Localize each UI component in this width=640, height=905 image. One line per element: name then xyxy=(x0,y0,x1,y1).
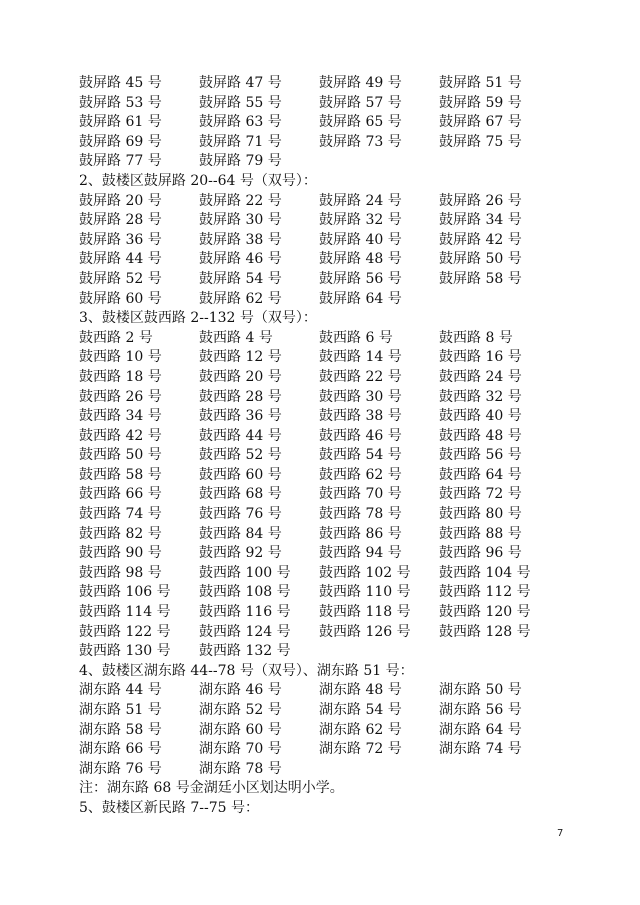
address-entry: 鼓西路 102 号 xyxy=(319,564,411,581)
document-body xyxy=(79,74,579,819)
address-entry: 鼓西路 62 号 xyxy=(319,466,402,483)
address-entry: 鼓西路 30 号 xyxy=(319,388,402,405)
address-row xyxy=(79,760,579,780)
address-entry: 鼓西路 58 号 xyxy=(79,466,162,483)
address-entry: 鼓西路 54 号 xyxy=(319,447,402,464)
address-row xyxy=(79,152,579,172)
address-entry: 鼓西路 74 号 xyxy=(79,506,162,523)
address-entry: 鼓西路 114 号 xyxy=(79,604,171,621)
address-entry: 鼓西路 50 号 xyxy=(79,447,162,464)
address-entry: 鼓西路 32 号 xyxy=(439,388,522,405)
address-entry: 鼓西路 90 号 xyxy=(79,545,162,562)
address-entry: 湖东路 70 号 xyxy=(199,741,282,758)
address-entry: 鼓西路 64 号 xyxy=(439,466,522,483)
address-row xyxy=(79,133,579,153)
address-entry: 鼓西路 82 号 xyxy=(79,525,162,542)
address-entry: 湖东路 44 号 xyxy=(79,682,162,699)
address-entry: 鼓西路 44 号 xyxy=(199,427,282,444)
address-row xyxy=(79,485,579,505)
address-entry: 鼓西路 10 号 xyxy=(79,349,162,366)
address-entry: 鼓西路 22 号 xyxy=(319,368,402,385)
address-entry: 湖东路 66 号 xyxy=(79,741,162,758)
address-entry: 鼓屏路 53 号 xyxy=(79,94,162,111)
address-entry: 鼓屏路 44 号 xyxy=(79,251,162,268)
address-entry: 鼓西路 18 号 xyxy=(79,368,162,385)
address-entry: 鼓屏路 69 号 xyxy=(79,133,162,150)
address-entry: 鼓西路 52 号 xyxy=(199,447,282,464)
address-entry: 鼓西路 6 号 xyxy=(319,329,393,346)
address-entry: 鼓西路 8 号 xyxy=(439,329,513,346)
address-entry: 鼓屏路 52 号 xyxy=(79,270,162,287)
address-entry: 鼓屏路 58 号 xyxy=(439,270,522,287)
address-row xyxy=(79,388,579,408)
address-row xyxy=(79,505,579,525)
address-entry: 湖东路 62 号 xyxy=(319,721,402,738)
address-entry: 鼓屏路 36 号 xyxy=(79,231,162,248)
address-entry: 鼓西路 46 号 xyxy=(319,427,402,444)
address-entry: 鼓西路 20 号 xyxy=(199,368,282,385)
section-heading: 5、鼓楼区新民路 7--75 号： xyxy=(79,799,259,816)
address-entry: 鼓西路 92 号 xyxy=(199,545,282,562)
address-row xyxy=(79,681,579,701)
address-row xyxy=(79,642,579,662)
address-entry: 鼓屏路 65 号 xyxy=(319,114,402,131)
address-entry: 鼓屏路 64 号 xyxy=(319,290,402,307)
address-entry: 鼓西路 122 号 xyxy=(79,623,171,640)
address-entry: 鼓西路 104 号 xyxy=(439,564,531,581)
address-row xyxy=(79,211,579,231)
address-entry: 鼓屏路 54 号 xyxy=(199,270,282,287)
address-entry: 鼓屏路 42 号 xyxy=(439,231,522,248)
address-entry: 湖东路 58 号 xyxy=(79,721,162,738)
address-entry: 鼓屏路 57 号 xyxy=(319,94,402,111)
address-entry: 鼓屏路 59 号 xyxy=(439,94,522,111)
address-entry: 湖东路 78 号 xyxy=(199,760,282,777)
address-entry: 鼓西路 40 号 xyxy=(439,408,522,425)
address-entry: 鼓西路 78 号 xyxy=(319,506,402,523)
address-entry: 鼓屏路 56 号 xyxy=(319,270,402,287)
address-entry: 鼓屏路 55 号 xyxy=(199,94,282,111)
address-row xyxy=(79,701,579,721)
address-entry: 鼓西路 108 号 xyxy=(199,584,291,601)
address-entry: 鼓西路 66 号 xyxy=(79,486,162,503)
address-row xyxy=(79,329,579,349)
address-entry: 鼓屏路 73 号 xyxy=(319,133,402,150)
address-entry: 湖东路 51 号 xyxy=(79,702,162,718)
address-entry: 鼓西路 80 号 xyxy=(439,506,522,523)
address-entry: 鼓西路 28 号 xyxy=(199,388,282,405)
address-entry: 鼓屏路 46 号 xyxy=(199,251,282,268)
address-entry: 鼓西路 36 号 xyxy=(199,408,282,425)
address-entry: 鼓西路 38 号 xyxy=(319,408,402,425)
address-entry: 湖东路 60 号 xyxy=(199,721,282,738)
address-entry: 湖东路 72 号 xyxy=(319,741,402,758)
address-entry: 鼓西路 84 号 xyxy=(199,525,282,542)
address-entry: 湖东路 56 号 xyxy=(439,702,522,718)
address-entry: 鼓西路 126 号 xyxy=(319,623,411,640)
page-number: 7 xyxy=(557,828,564,839)
address-entry: 湖东路 46 号 xyxy=(199,682,282,699)
address-entry: 鼓西路 124 号 xyxy=(199,623,291,640)
address-entry: 鼓屏路 50 号 xyxy=(439,251,522,268)
address-entry: 鼓西路 112 号 xyxy=(439,584,531,601)
address-entry: 鼓屏路 45 号 xyxy=(79,75,162,91)
address-entry: 鼓西路 56 号 xyxy=(439,447,522,464)
address-entry: 湖东路 50 号 xyxy=(439,682,522,699)
address-entry: 鼓屏路 62 号 xyxy=(199,290,282,307)
address-entry: 鼓西路 86 号 xyxy=(319,525,402,542)
address-entry: 鼓西路 88 号 xyxy=(439,525,522,542)
address-entry: 鼓屏路 60 号 xyxy=(79,290,162,307)
address-entry: 鼓西路 26 号 xyxy=(79,388,162,405)
address-entry: 鼓西路 68 号 xyxy=(199,486,282,503)
address-row xyxy=(79,740,579,760)
address-entry: 鼓西路 72 号 xyxy=(439,486,522,503)
address-entry: 鼓西路 118 号 xyxy=(319,604,411,621)
address-row xyxy=(79,623,579,643)
address-entry: 鼓屏路 28 号 xyxy=(79,212,162,229)
address-entry: 湖东路 76 号 xyxy=(79,760,162,777)
address-entry: 鼓屏路 79 号 xyxy=(199,153,282,170)
address-entry: 鼓西路 94 号 xyxy=(319,545,402,562)
address-entry: 鼓屏路 22 号 xyxy=(199,192,282,209)
address-entry: 鼓屏路 32 号 xyxy=(319,212,402,229)
address-row xyxy=(79,250,579,270)
address-entry: 鼓屏路 47 号 xyxy=(199,75,282,91)
address-entry: 鼓西路 106 号 xyxy=(79,584,171,601)
address-row xyxy=(79,721,579,741)
address-entry: 鼓屏路 24 号 xyxy=(319,192,402,209)
address-entry: 鼓西路 42 号 xyxy=(79,427,162,444)
address-row xyxy=(79,74,579,94)
address-entry: 鼓西路 130 号 xyxy=(79,643,171,660)
section-heading: 4、鼓楼区湖东路 44--78 号（双号）、湖东路 51 号： xyxy=(79,662,414,679)
address-entry: 湖东路 52 号 xyxy=(199,702,282,718)
address-entry: 鼓屏路 30 号 xyxy=(199,212,282,229)
address-entry: 鼓屏路 63 号 xyxy=(199,114,282,131)
address-entry: 鼓西路 48 号 xyxy=(439,427,522,444)
address-entry: 鼓西路 110 号 xyxy=(319,584,411,601)
address-row xyxy=(79,192,579,212)
address-entry: 鼓西路 4 号 xyxy=(199,329,273,346)
address-entry: 鼓屏路 75 号 xyxy=(439,133,522,150)
address-entry: 鼓屏路 77 号 xyxy=(79,153,162,170)
address-entry: 鼓屏路 71 号 xyxy=(199,133,282,150)
address-entry: 鼓屏路 40 号 xyxy=(319,231,402,248)
address-entry: 湖东路 54 号 xyxy=(319,702,402,718)
address-entry: 鼓屏路 26 号 xyxy=(439,192,522,209)
address-entry: 鼓西路 132 号 xyxy=(199,643,291,660)
address-entry: 鼓屏路 49 号 xyxy=(319,75,402,91)
address-entry: 湖东路 48 号 xyxy=(319,682,402,699)
address-entry: 鼓西路 128 号 xyxy=(439,623,531,640)
address-row xyxy=(79,407,579,427)
section-heading: 2、鼓楼区鼓屏路 20--64 号（双号）： xyxy=(79,172,317,189)
address-row xyxy=(79,231,579,251)
address-entry: 鼓西路 2 号 xyxy=(79,329,153,346)
address-row xyxy=(79,348,579,368)
section-heading: 3、鼓楼区鼓西路 2--132 号（双号）： xyxy=(79,310,317,327)
note-text: 注：湖东路 68 号金湖廷小区划达明小学。 xyxy=(79,780,344,797)
address-row xyxy=(79,564,579,584)
address-entry: 鼓西路 12 号 xyxy=(199,349,282,366)
address-entry: 鼓西路 98 号 xyxy=(79,564,162,581)
address-row xyxy=(79,525,579,545)
address-entry: 鼓西路 100 号 xyxy=(199,564,291,581)
address-entry: 鼓西路 14 号 xyxy=(319,349,402,366)
address-row xyxy=(79,113,579,133)
address-row xyxy=(79,94,579,114)
address-entry: 鼓屏路 48 号 xyxy=(319,251,402,268)
address-row xyxy=(79,368,579,388)
address-entry: 鼓西路 24 号 xyxy=(439,368,522,385)
address-entry: 鼓西路 116 号 xyxy=(199,604,291,621)
address-row xyxy=(79,603,579,623)
address-entry: 鼓西路 96 号 xyxy=(439,545,522,562)
address-entry: 鼓屏路 38 号 xyxy=(199,231,282,248)
address-entry: 鼓西路 16 号 xyxy=(439,349,522,366)
address-row xyxy=(79,290,579,310)
address-entry: 鼓西路 70 号 xyxy=(319,486,402,503)
address-entry: 湖东路 64 号 xyxy=(439,721,522,738)
address-entry: 鼓屏路 20 号 xyxy=(79,192,162,209)
address-entry: 鼓屏路 34 号 xyxy=(439,212,522,229)
address-row xyxy=(79,544,579,564)
address-row xyxy=(79,270,579,290)
address-entry: 湖东路 74 号 xyxy=(439,741,522,758)
address-entry: 鼓西路 34 号 xyxy=(79,408,162,425)
address-entry: 鼓西路 120 号 xyxy=(439,604,531,621)
address-row xyxy=(79,466,579,486)
address-entry: 鼓西路 60 号 xyxy=(199,466,282,483)
address-row xyxy=(79,446,579,466)
address-entry: 鼓西路 76 号 xyxy=(199,506,282,523)
address-entry: 鼓屏路 51 号 xyxy=(439,75,522,91)
address-row xyxy=(79,427,579,447)
address-row xyxy=(79,583,579,603)
address-entry: 鼓屏路 61 号 xyxy=(79,114,162,131)
address-entry: 鼓屏路 67 号 xyxy=(439,114,522,131)
